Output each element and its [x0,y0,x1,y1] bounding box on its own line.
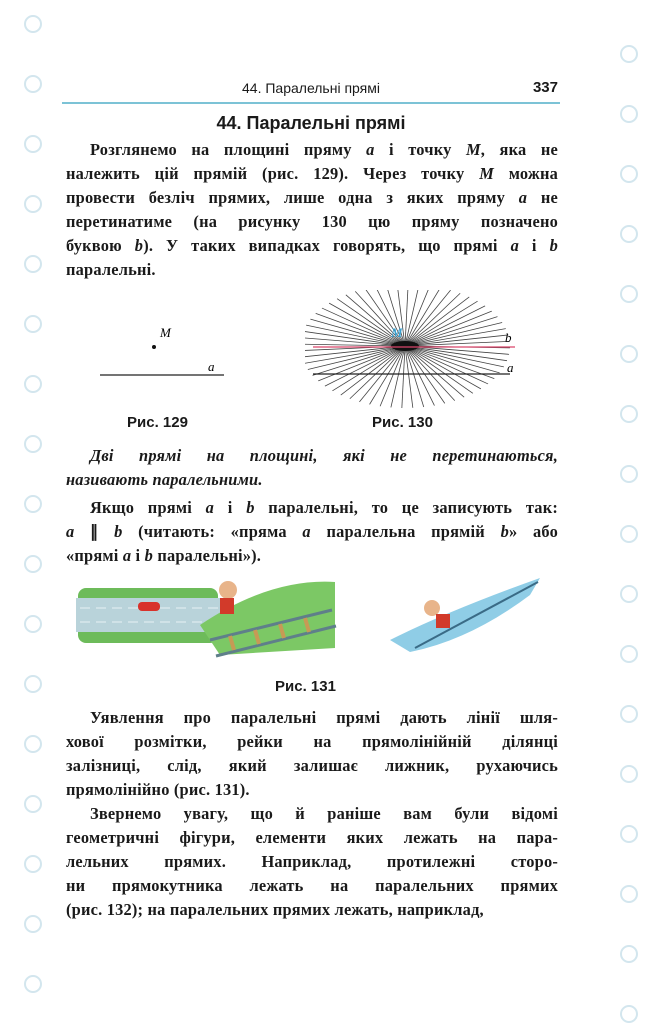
text-segment: і [519,236,550,255]
text-segment: паралельні»). [153,546,262,565]
watermark-logo-icon [620,405,638,423]
watermark-logo-icon [24,795,42,813]
watermark-logo-icon [620,525,638,543]
text-segment: ). У таких випадках говорять, що прямі [143,236,511,255]
text-segment: належить цій прямій (рис. 129). Через точку [66,164,480,183]
figure-130 [305,290,525,410]
text-segment: перетинатиме (на рисунку 130 цю пряму позначено [66,212,558,231]
text-line [66,468,558,492]
text-segment: b [500,522,509,541]
text-segment: паралельні. [66,260,156,279]
text-segment: не [527,188,558,207]
text-segment: паралельні, то це записують так: [254,498,558,517]
watermark-logo-icon [620,285,638,303]
line-a-label: a [507,360,514,375]
text-segment: » або [509,522,558,541]
text-segment: a [205,498,215,517]
watermark-logo-icon [620,765,638,783]
intersection-point [391,341,419,351]
text-line [66,234,558,258]
watermark-logo-icon [620,945,638,963]
text-segment: називають паралельними. [66,470,263,489]
watermark-logo-icon [24,675,42,693]
text-line [66,874,558,898]
text-segment: ни прямокутника лежать на паралельних прямих [66,876,558,895]
text-line [66,258,558,282]
text-segment: «прямі [66,546,123,565]
figure-129-caption: Рис. 129 [127,414,188,431]
text-segment: , яка не [480,140,558,159]
text-line [66,544,558,568]
text-segment: (рис. 132); на паралельних прямих лежать, наприклад, [66,900,484,919]
definition [66,444,558,492]
watermark-logo-icon [620,225,638,243]
text-segment: геометричні фігури, елементи яких лежать на пара- [66,828,558,847]
text-segment: b [246,498,255,517]
text-segment: a [366,140,375,159]
text-segment: M [479,164,494,183]
watermark-logo-icon [620,345,638,363]
watermark-logo-icon [24,255,42,273]
text-segment: ∥ [74,522,115,541]
text-segment: і [131,546,145,565]
text-line [66,210,558,234]
watermark-logo-icon [24,375,42,393]
watermark-logo-icon [620,165,638,183]
text-segment: Уявлення про паралельні прямі дають лінії шля- [90,708,558,727]
notation-paragraph [66,496,558,568]
text-segment: a [518,188,528,207]
watermark-logo-icon [620,585,638,603]
watermark-logo-icon [620,105,638,123]
running-title: 44. Паралельні прямі [242,80,380,96]
watermark-logo-icon [620,645,638,663]
watermark-logo-icon [24,315,42,333]
text-segment: хової розмітки, рейки на прямолінійній ділянці [66,732,558,751]
figure-129 [90,315,240,385]
text-line [66,520,558,544]
text-segment: b [114,522,123,541]
watermark-logo-icon [24,495,42,513]
line-a-label: a [208,359,215,374]
text-segment: a [510,236,520,255]
watermark-logo-icon [24,15,42,33]
watermark-logo-icon [24,615,42,633]
text-segment: і [214,498,247,517]
text-segment: провести безліч прямих, лише одна з яких пряму [66,188,519,207]
text-line [66,186,558,210]
watermark-logo-icon [24,915,42,933]
text-segment: a [302,522,311,541]
text-line [66,138,558,162]
text-line [66,444,558,468]
text-segment: a [122,546,132,565]
figure-131-caption: Рис. 131 [275,678,336,695]
road-illustration [76,588,222,643]
watermark-logo-icon [24,735,42,753]
section-title: 44. Паралельні прямі [216,113,406,133]
text-line [66,754,558,778]
running-header [62,78,560,104]
watermark-logo-icon [24,195,42,213]
text-segment: і точку [374,140,466,159]
text-line [66,496,558,520]
text-line [66,162,558,186]
text-segment: Якщо прямі [90,498,206,517]
text-line [66,850,558,874]
text-line [66,826,558,850]
text-line [66,778,558,802]
text-segment: b [549,236,558,255]
watermark-logo-icon [24,135,42,153]
watermark-logo-icon [24,435,42,453]
skier-illustration [390,578,540,652]
watermark-logo-icon [620,885,638,903]
text-segment: буквою [66,236,135,255]
text-line [66,802,558,826]
point-m-label: M [391,325,403,340]
examples-paragraph [66,706,558,802]
text-segment: Звернемо увагу, що й раніше вам були відомі [90,804,558,823]
figure-130-caption: Рис. 130 [372,414,433,431]
watermark-logo-icon [620,705,638,723]
watermark-logo-icon [620,1005,638,1023]
watermark-logo-icon [24,855,42,873]
text-segment: паралельна прямій [310,522,501,541]
text-segment: Дві прямі на площині, які не перетинаються, [90,446,558,465]
text-segment: (читають: «пряма [122,522,303,541]
text-segment: залізниці, слід, який залишає лижник, рухаючись [66,756,558,775]
page-number: 337 [532,79,558,96]
text-segment: лельних прямих. Наприклад, протилежні сторо- [66,852,558,871]
text-line [66,730,558,754]
watermark-logo-icon [620,825,638,843]
text-line [66,898,558,922]
figures-paragraph [66,802,558,922]
text-segment: a [66,522,75,541]
intro-paragraph [66,138,558,282]
point-m-label: M [160,325,171,340]
watermark-logo-icon [620,465,638,483]
text-segment: можна [493,164,558,183]
text-segment: b [134,236,144,255]
watermark-logo-icon [620,45,638,63]
text-segment: прямолінійно (рис. 131). [66,780,250,799]
line-b-label: b [505,330,512,345]
text-segment: b [144,546,154,565]
watermark-logo-icon [24,555,42,573]
text-line [66,706,558,730]
text-segment: Розглянемо на площині пряму [90,140,367,159]
figure-131 [70,570,550,670]
railway-illustration [200,581,336,656]
text-segment: M [466,140,481,159]
watermark-logo-icon [24,75,42,93]
watermark-logo-icon [24,975,42,993]
point-m [152,345,156,349]
